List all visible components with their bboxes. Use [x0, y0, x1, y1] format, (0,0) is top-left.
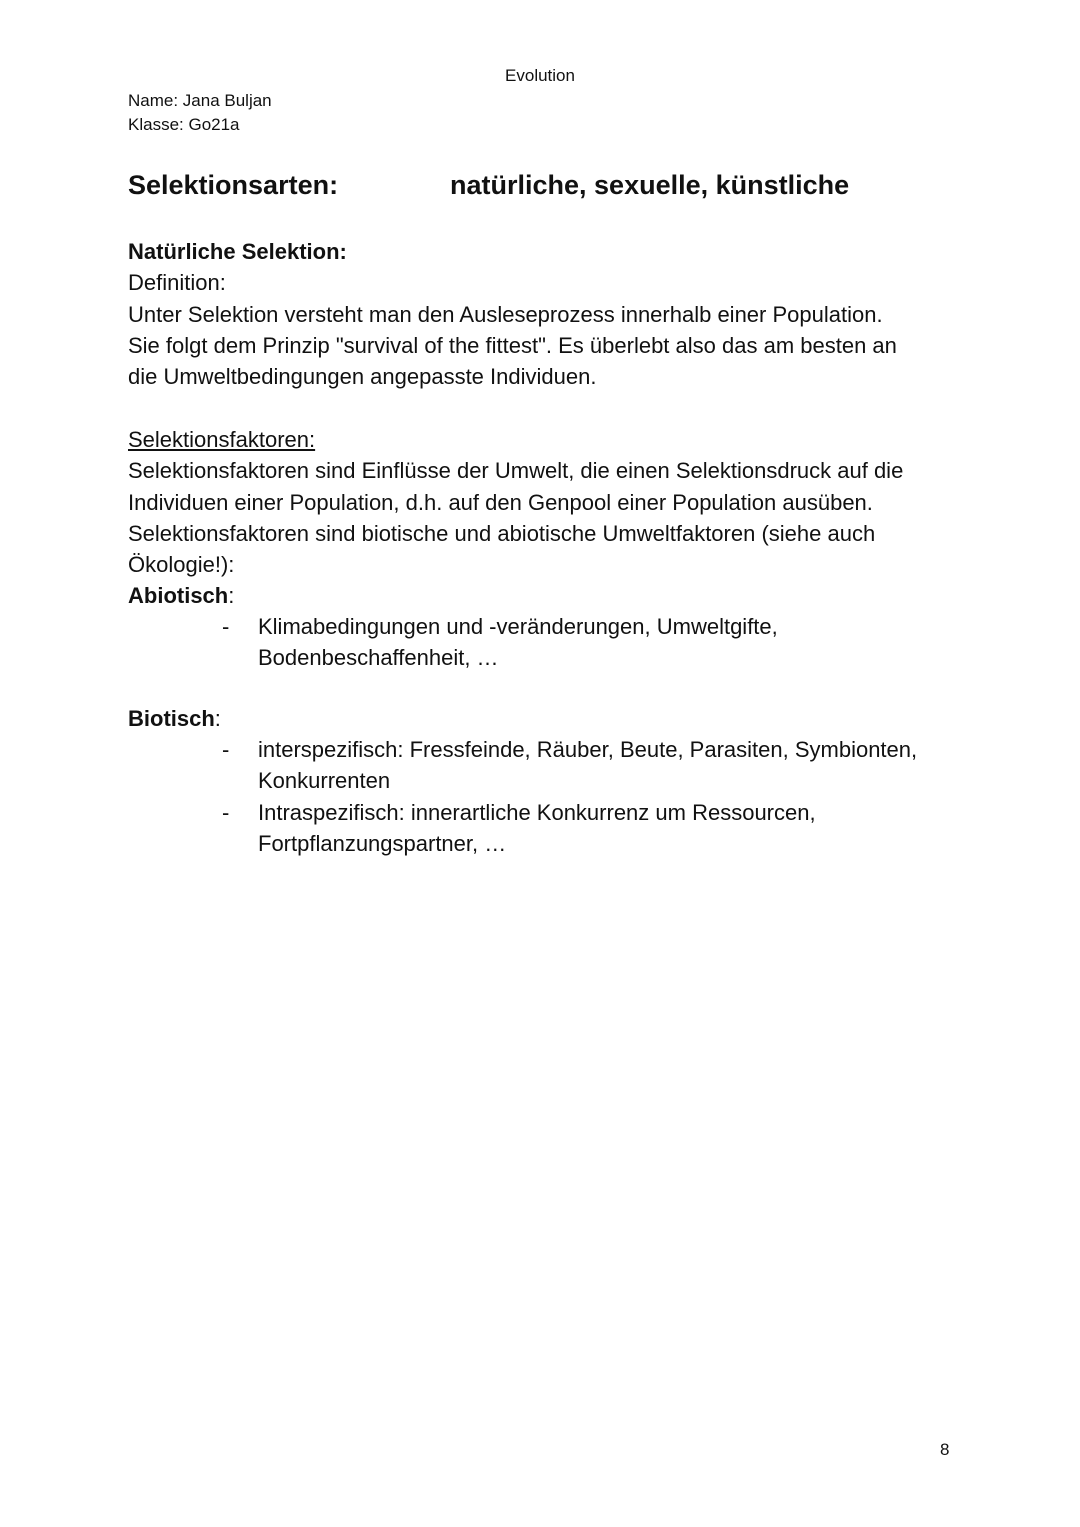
list-item-line: Klimabedingungen und -veränderungen, Umweltgifte, [258, 614, 778, 639]
list-item [222, 797, 962, 860]
abiotisch-list [222, 611, 962, 674]
page-number: 8 [940, 1440, 950, 1459]
faktoren-line: Individuen einer Population, d.h. auf den Genpool einer Population ausüben. [128, 489, 873, 515]
biotisch-label-text: Biotisch [128, 706, 215, 731]
list-item [222, 734, 962, 797]
faktoren-line: Selektionsfaktoren sind Einflüsse der Umwelt, die einen Selektionsdruck auf die [128, 458, 904, 484]
definition-label: Definition: [128, 270, 226, 296]
list-item-line: interspezifisch: Fressfeinde, Räuber, Beute, Parasiten, Symbionten, [258, 737, 918, 762]
list-item-line: Konkurrenten [258, 768, 391, 794]
definition-line: Sie folgt dem Prinzip "survival of the fittest". Es überlebt also das am besten an [128, 332, 897, 358]
selektionsarten-types: natürliche, sexuelle, künstliche [450, 170, 850, 200]
list-item [222, 611, 962, 674]
faktoren-line: Selektionsfaktoren sind biotische und abiotische Umweltfaktoren (siehe auch [128, 520, 876, 546]
list-item-line: Fortpflanzungspartner, … [258, 830, 507, 856]
definition-line: die Umweltbedingungen angepasste Individuen. [128, 364, 597, 390]
natuerliche-selektion-heading: Natürliche Selektion: [128, 239, 347, 264]
selektionsfaktoren-heading: Selektionsfaktoren: [128, 427, 316, 452]
page-header-title: Evolution [505, 66, 575, 85]
biotisch-label-colon: : [214, 706, 221, 731]
biotisch-label [128, 703, 968, 734]
natuerliche-selektion-section [128, 236, 968, 392]
list-item-line: Intraspezifisch: innerartliche Konkurrenz um Ressourcen, [258, 799, 816, 825]
abiotisch-label [128, 580, 968, 611]
selektionsfaktoren-section [128, 424, 968, 612]
abiotisch-label-text: Abiotisch [128, 583, 229, 609]
list-dash: - [222, 799, 230, 825]
list-dash: - [222, 614, 230, 639]
selektionsarten-heading: Selektionsarten: [128, 170, 339, 200]
list-item-line: Bodenbeschaffenheit, … [258, 645, 499, 671]
abiotisch-label-colon: : [228, 583, 235, 609]
student-name: Name: Jana Buljan [128, 91, 272, 110]
student-class: Klasse: Go21a [128, 115, 240, 134]
list-dash: - [222, 737, 230, 762]
faktoren-line: Ökologie!): [128, 552, 235, 578]
definition-line: Unter Selektion versteht man den Ausleseprozess innerhalb einer Population. [128, 301, 883, 327]
biotisch-list [222, 734, 962, 859]
